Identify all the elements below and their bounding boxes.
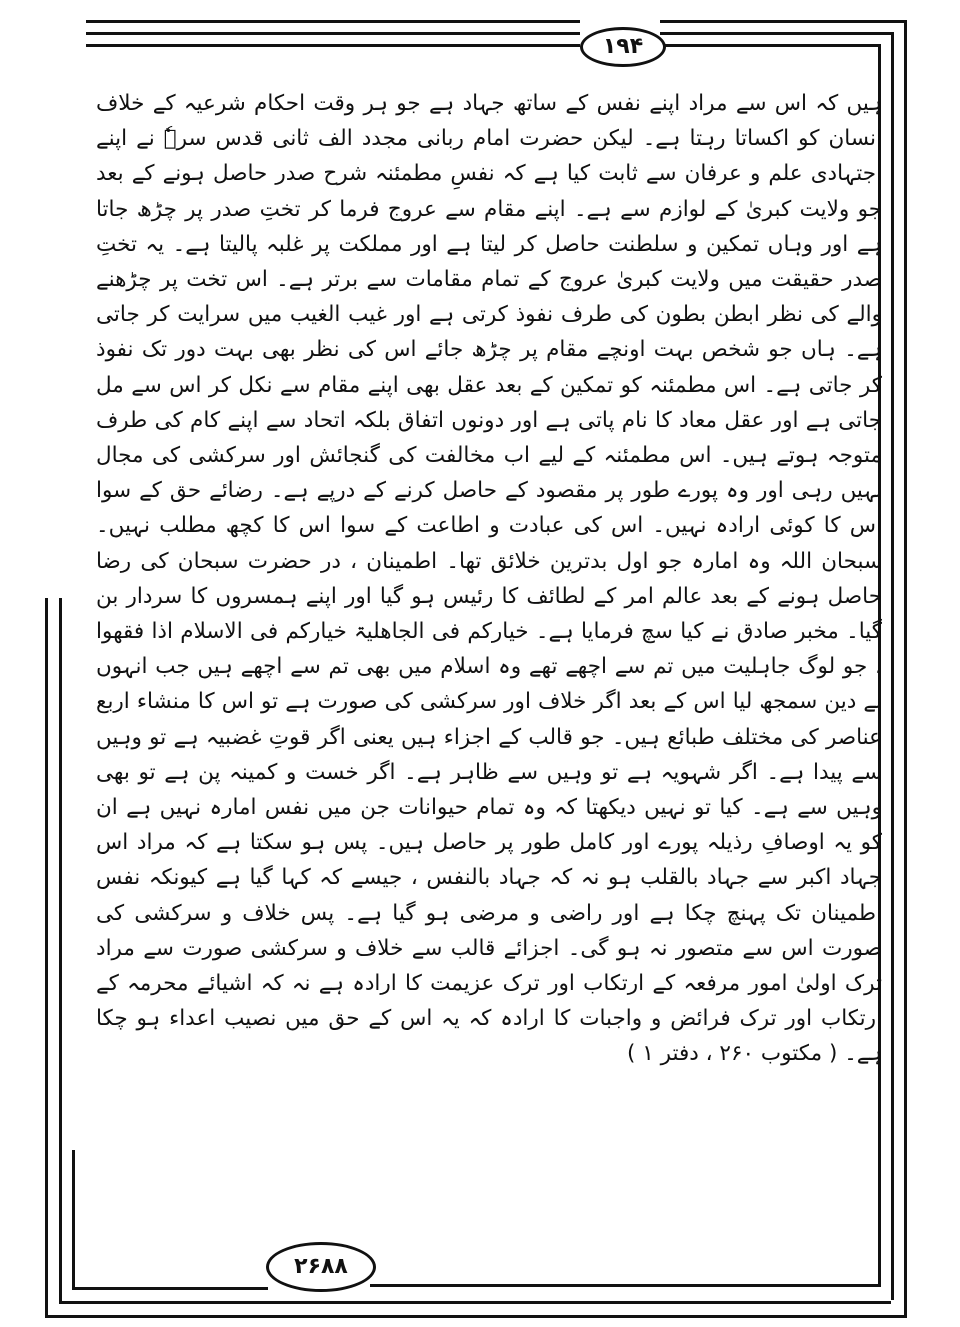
frame-top-outer-right xyxy=(660,20,906,23)
frame-left-middle xyxy=(59,598,62,1304)
main-paragraph xyxy=(96,86,882,1072)
frame-left-outer xyxy=(45,598,48,1318)
frame-right-outer xyxy=(904,20,907,1318)
frame-top-inner-right xyxy=(660,32,892,35)
frame-top-inner xyxy=(86,32,580,35)
page-number: ۱۹۴ xyxy=(580,27,666,67)
frame-top-outer xyxy=(86,20,580,23)
frame-top-third xyxy=(86,44,580,47)
frame-bottom-inner xyxy=(72,1287,268,1290)
frame-top-third-right xyxy=(660,44,881,47)
frame-bottom-middle xyxy=(59,1301,891,1304)
frame-left-inner xyxy=(72,1150,75,1290)
letter-reference: ( مکتوب ۲۶۰ ، دفتر ۱ ) xyxy=(626,1041,838,1067)
frame-right-middle xyxy=(891,32,894,1300)
paragraph-text: ہیں کہ اس سے مراد اپنے نفس کے ساتھ جہاد ہے جو ہر وقت احکام شرعیہ کے خلاف انسان کو اکساتا رہتا ہے۔ لیکن حضرت امام ربانی مجدد الف ثانی قدس سرہٗ نے اپنے اجتہادی علم و عرفان سے ثابت کیا ہے کہ نفسِ مطمئنہ شرح صدر حاصل ہونے کے بعد جو ولایت کبریٰ کے لوازم سے ہے۔ اپنے مقام سے عروج فرما کر تختِ صدر پر چڑھ جاتا ہے اور وہاں تمکین و سلطنت حاصل کر لیتا ہے اور مملکت پر غلبہ پالیتا ہے۔ یہ تختِ صدر حقیقت میں ولایت کبریٰ عروج کے تمام مقامات سے برتر ہے۔ اس تخت پر چڑھنے والے کی نظر ابطن بطون کی طرف نفوذ کرتی ہے اور غیب الغیب میں سرایت کر جاتی ہے۔ ہاں جو شخص بہت اونچے مقام پر چڑھ جائے اس کی نظر بھی بہت دور تک نفوذ کر جاتی ہے۔ اس مطمئنہ کو تمکین کے بعد عقل بھی اپنے مقام سے نکل کر اس سے مل جاتی ہے اور عقل معاد کا نام پاتی ہے اور دونوں اتفاق بلکہ اتحاد سے اپنے کام کی طرف متوجہ ہوتے ہیں۔ اس مطمئنہ کے لیے اب مخالفت کی گنجائش اور سرکشی کی مجال نہیں رہی اور وہ پورے طور پر مقصود کے حاصل کرنے کے درپے ہے۔ رضائے حق کے سوا اس کا کوئی ارادہ نہیں۔ اس کی عبادت و اطاعت کے سوا اس کا کچھ مطلب نہیں۔ سبحان اللہ وہ امارہ جو اول بدترین خلائق تھا۔ اطمینان ، در حضرت سبحان کی رضا حاصل ہونے کے بعد عالم امر کے لطائف کا رئیس ہو گیا اور اپنے ہمسروں کا سردار بن گیا۔ مخبر صادق نے کیا سچ فرمایا ہے۔ خیارکم فی الجاھلیۃ خیارکم فی الاسلام اذا فقھوا ، جو لوگ جاہلیت میں تم سے اچھے تھے وہ اسلام میں بھی تم سے اچھے ہیں جب انہوں نے دین سمجھ لیا اس کے بعد اگر خلاف اور سرکشی کی صورت ہے تو اس کا منشاء اربع عناصر کی مختلف طبائع ہیں۔ جو قالب کے اجزاء ہیں یعنی اگر قوتِ غضبیہ ہے تو وہیں سے پیدا ہے۔ اگر شہویہ ہے تو وہیں سے ظاہر ہے۔ اگر خست و کمینہ پن ہے تو بھی وہیں سے ہے۔ کیا تو نہیں دیکھتا کہ وہ تمام حیوانات جن میں نفس امارہ نہیں ہے ان کو یہ اوصافِ رذیلہ پورے اور کامل طور پر حاصل ہیں۔ پس ہو سکتا ہے کہ مراد اس جہاد اکبر سے جہاد بالقلب ہو نہ کہ جہاد بالنفس ، جیسے کہ کہا گیا ہے کیونکہ نفس اطمینان تک پہنچ چکا ہے اور راضی و مرضی ہو گیا ہے۔ پس خلاف و سرکشی کی صورت اس سے متصور نہ ہو گی۔ اجزائے قالب سے خلاف و سرکشی صورت سے مراد ترک اولیٰ امور مرفعہ کے ارتکاب اور ترک عزیمت کا ارادہ ہے نہ کہ اشیائے محرمہ کے ارتکاب اور ترک فرائض و واجبات کا ارادہ کہ یہ اس کے حق میں نصیب اعداء ہو چکا ہے۔ xyxy=(96,91,882,1067)
footer-page-number: ۲۶۸۸ xyxy=(266,1242,376,1292)
frame-bottom-outer xyxy=(45,1315,907,1318)
body-text xyxy=(96,86,882,1072)
frame-bottom-inner-right xyxy=(370,1284,881,1287)
